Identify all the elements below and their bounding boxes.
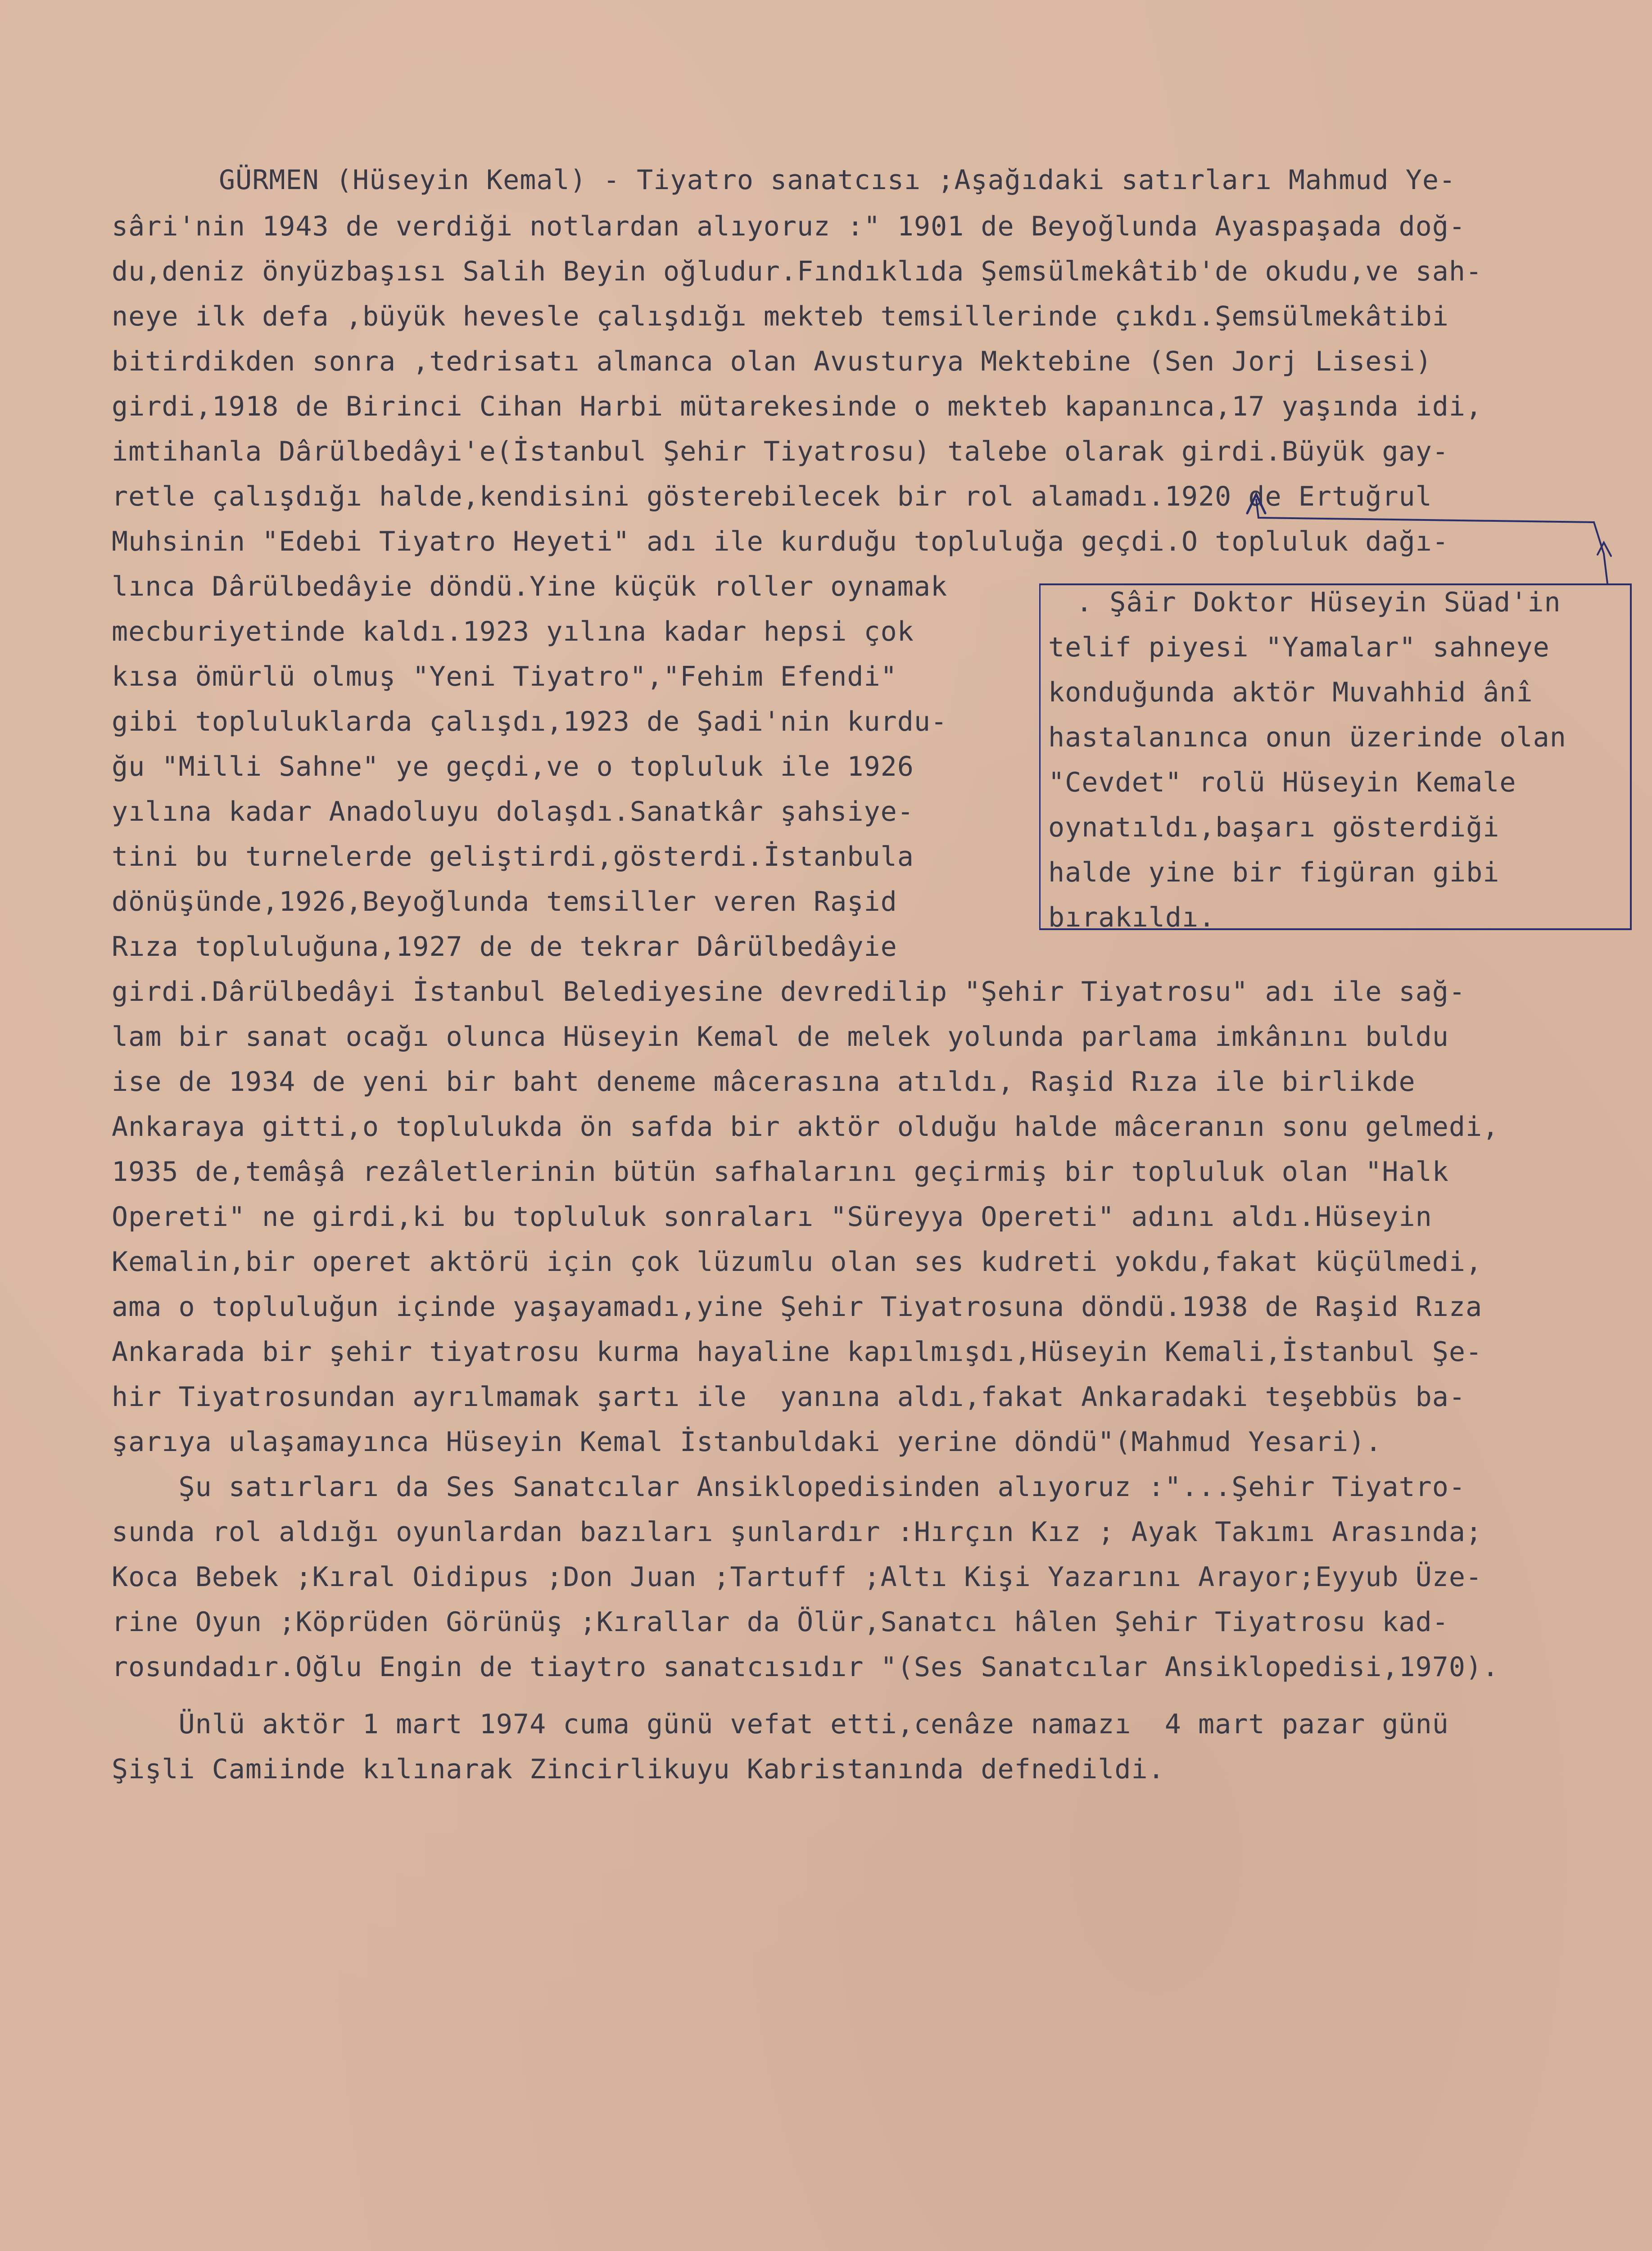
connector-line [1256,500,1607,583]
body-line: du,deniz önyüzbaşısı Salih Beyin oğludur.Fındıklıda Şemsülmekâtib'de okudu,ve sah- [112,256,1483,287]
column-line: ğu "Milli Sahne" ye geçdi,ve o topluluk ile 1926 [112,751,914,782]
body-line: ise de 1934 de yeni bir baht deneme mâcerasına atıldı, Raşid Rıza ile birlikde [112,1066,1416,1098]
body-line: rine Oyun ;Köprüden Görünüş ;Kırallar da Ölür,Sanatcı hâlen Şehir Tiyatrosu kad- [112,1606,1449,1638]
body-line: Ankaraya gitti,o toplulukda ön safda bir aktör olduğu halde mâceranın sonu gelmedi, [112,1111,1499,1143]
body-line: imtihanla Dârülbedâyi'e(İstanbul Şehir Tiyatrosu) talebe olarak girdi.Büyük gay- [112,436,1449,467]
note-line: hastalanınca onun üzerinde olan [1048,722,1566,753]
note-line: oynatıldı,başarı gösterdiği [1048,812,1500,843]
body-line: hir Tiyatrosundan ayrılmamak şartı ile yanına aldı,fakat Ankaradaki teşebbüs ba- [112,1381,1466,1413]
note-line: telif piyesi "Yamalar" sahneye [1048,632,1550,663]
body-line: neye ilk defa ,büyük hevesle çalışdığı mekteb temsillerinde çıkdı.Şemsülmekâtibi [112,301,1449,332]
column-line: mecburiyetinde kaldı.1923 yılına kadar hepsi çok [112,616,914,647]
note-line: halde yine bir figüran gibi [1048,857,1500,888]
body-line: rosundadır.Oğlu Engin de tiaytro sanatcısıdır "(Ses Sanatcılar Ansiklopedisi,1970). [112,1651,1499,1683]
body-line: Muhsinin "Edebi Tiyatro Heyeti" adı ile kurduğu topluluğa geçdi.O topluluk dağı- [112,526,1449,557]
body-line: Ünlü aktör 1 mart 1974 cuma günü vefat etti,cenâze namazı 4 mart pazar günü [112,1709,1449,1740]
body-line: sâri'nin 1943 de verdiği notlardan alıyoruz :" 1901 de Beyoğlunda Ayaspaşada doğ- [112,211,1466,242]
column-line: Rıza topluluğuna,1927 de de tekrar Dârülbedâyie [112,931,897,963]
body-line: lam bir sanat ocağı olunca Hüseyin Kemal de melek yolunda parlama imkânını buldu [112,1021,1449,1053]
body-line: Şu satırları da Ses Sanatcılar Ansiklopedisinden alıyoruz :"...Şehir Tiyatro- [112,1471,1466,1503]
column-line: tini bu turnelerde geliştirdi,gösterdi.İstanbula [112,841,914,872]
body-line: GÜRMEN (Hüseyin Kemal) - Tiyatro sanatcısı ;Aşağıdaki satırları Mahmud Ye- [219,164,1456,196]
column-line: dönüşünde,1926,Beyoğlunda temsiller veren Raşid [112,886,897,918]
body-line: retle çalışdığı halde,kendisini gösterebilecek bir rol alamadı.1920 de Ertuğrul [112,481,1432,512]
note-line: konduğunda aktör Muvahhid ânî [1048,677,1533,708]
body-line: Opereti" ne girdi,ki bu topluluk sonraları "Süreyya Opereti" adını aldı.Hüseyin [112,1201,1432,1233]
body-line: sunda rol aldığı oyunlardan bazıları şunlardır :Hırçın Kız ; Ayak Takımı Arasında; [112,1516,1483,1548]
column-line: gibi topluluklarda çalışdı,1923 de Şadi'nin kurdu- [112,706,948,737]
body-line: Kemalin,bir operet aktörü için çok lüzumlu olan ses kudreti yokdu,fakat küçülmedi, [112,1246,1483,1278]
column-line: lınca Dârülbedâyie döndü.Yine küçük roller oynamak [112,571,948,602]
column-line: kısa ömürlü olmuş "Yeni Tiyatro","Fehim Efendi" [112,661,897,692]
body-line: girdi.Dârülbedâyi İstanbul Belediyesine devredilip "Şehir Tiyatrosu" adı ile sağ- [112,976,1466,1008]
body-line: 1935 de,temâşâ rezâletlerinin bütün safhalarını geçirmiş bir topluluk olan "Halk [112,1156,1449,1188]
note-line: "Cevdet" rolü Hüseyin Kemale [1048,767,1516,798]
body-line: Koca Bebek ;Kıral Oidipus ;Don Juan ;Tartuff ;Altı Kişi Yazarını Arayor;Eyyub Üze- [112,1561,1483,1593]
body-line: girdi,1918 de Birinci Cihan Harbi mütarekesinde o mekteb kapanınca,17 yaşında idi, [112,391,1483,422]
body-line: bitirdikden sonra ,tedrisatı almanca olan Avusturya Mektebine (Sen Jorj Lisesi) [112,346,1432,377]
body-line: Şişli Camiinde kılınarak Zincirlikuyu Kabristanında defnedildi. [112,1754,1165,1785]
body-line: ama o topluluğun içinde yaşayamadı,yine Şehir Tiyatrosuna döndü.1938 de Raşid Rıza [112,1291,1483,1323]
body-line: Ankarada bir şehir tiyatrosu kurma hayaline kapılmışdı,Hüseyin Kemali,İstanbul Şe- [112,1336,1483,1368]
column-line: yılına kadar Anadoluyu dolaşdı.Sanatkâr şahsiye- [112,796,914,827]
note-line: . Şâir Doktor Hüseyin Süad'in [1076,587,1561,618]
note-line: bırakıldı. [1048,902,1216,933]
body-line: şarıya ulaşamayınca Hüseyin Kemal İstanbuldaki yerine döndü"(Mahmud Yesari). [112,1426,1382,1458]
